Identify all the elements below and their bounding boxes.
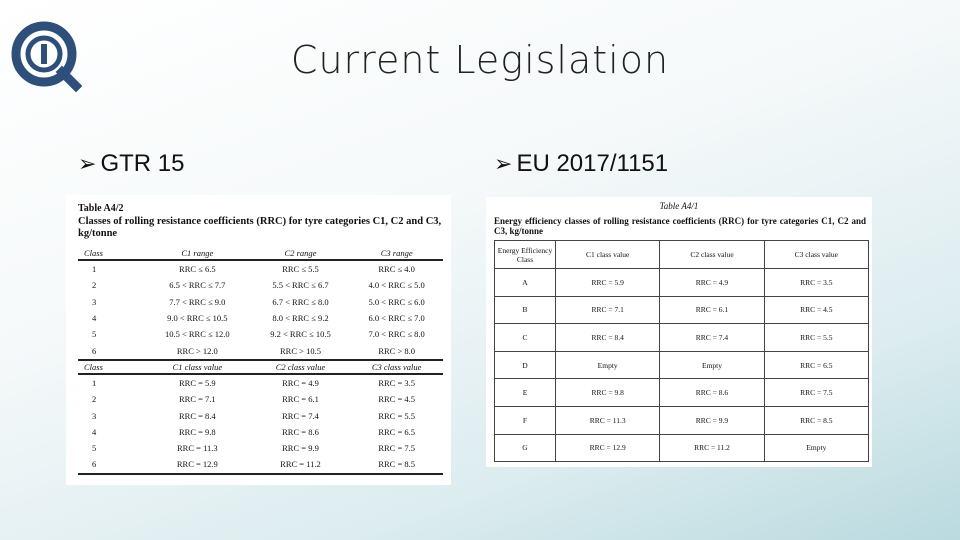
- eu-table: [494, 240, 869, 462]
- table-cell: RRC = 12.9: [144, 456, 251, 473]
- table-cell: 7.0 < RRC ≤ 8.0: [368, 329, 425, 340]
- table-cell: RRC = 7.5: [764, 379, 868, 407]
- table-cell: RRC = 12.9: [556, 434, 660, 462]
- table-row: [495, 406, 869, 434]
- table-cell: RRC = 8.6: [660, 379, 764, 407]
- bullet-text: GTR 15: [100, 150, 185, 177]
- gtr15-table: [78, 247, 443, 475]
- table-caption: Table A4/2: [78, 203, 124, 214]
- header-cell: Energy Efficiency Class: [495, 241, 556, 269]
- table-cell: G: [495, 434, 556, 462]
- table-cell: 5.0 < RRC ≤ 6.0: [368, 296, 425, 307]
- table-cell: 5: [92, 329, 97, 340]
- table-cell: RRC = 5.9: [556, 269, 660, 297]
- header-cell: C3 class value: [350, 360, 443, 374]
- page-title: Current Legislation: [290, 38, 670, 82]
- table-cell: 6.5 < RRC ≤ 7.7: [169, 280, 226, 291]
- table-cell: 5.5 < RRC ≤ 6.7: [272, 280, 329, 291]
- table-cell: RRC = 4.9: [282, 377, 319, 388]
- table-cell: RRC = 7.1: [556, 296, 660, 324]
- table-row: [78, 374, 443, 391]
- header-cell: Class: [78, 247, 144, 260]
- table-row: [495, 269, 869, 297]
- table-row: [495, 296, 869, 324]
- table-cell: RRC = 4.5: [764, 296, 868, 324]
- eu-rows: [495, 269, 869, 462]
- header-cell: C1 class value: [144, 360, 251, 374]
- table-cell: 2: [92, 394, 97, 405]
- range-rows: [78, 260, 443, 360]
- header-cell: C2 class value: [660, 241, 764, 269]
- table-cell: RRC ≤ 4.0: [378, 264, 415, 275]
- table-cell: RRC > 12.0: [144, 342, 251, 359]
- header-cell: C2 range: [251, 247, 351, 260]
- table-row: [495, 351, 869, 379]
- table-cell: 6: [78, 342, 144, 359]
- table-row: [495, 324, 869, 352]
- header-cell: C3 class value: [764, 241, 868, 269]
- table-cell: 6: [78, 456, 144, 473]
- table-cell: RRC = 8.5: [764, 406, 868, 434]
- table-cell: RRC = 11.2: [251, 456, 351, 473]
- table-cell: 3: [92, 296, 97, 307]
- table-row: [78, 277, 443, 293]
- header-cell: Class: [78, 360, 144, 374]
- table-cell: 4: [92, 426, 97, 437]
- table-cell: RRC = 7.4: [660, 324, 764, 352]
- table-cell: RRC = 7.1: [178, 394, 216, 405]
- table-cell: RRC = 5.9: [178, 377, 216, 388]
- bullet-eu: [494, 150, 668, 178]
- table-cell: C: [495, 324, 556, 352]
- table-cell: RRC = 9.8: [178, 426, 216, 437]
- table-cell: 8.0 < RRC ≤ 9.2: [272, 313, 329, 324]
- table-cell: 2: [92, 280, 97, 291]
- table-cell: E: [495, 379, 556, 407]
- table-cell: RRC = 5.5: [378, 410, 415, 421]
- header-cell: C3 range: [350, 247, 443, 260]
- table-cell: 9.0 < RRC ≤ 10.5: [167, 313, 228, 324]
- table-cell: A: [495, 269, 556, 297]
- table-cell: Empty: [660, 351, 764, 379]
- table-cell: Empty: [556, 351, 660, 379]
- table-cell: RRC = 8.6: [282, 426, 319, 437]
- table-cell: RRC = 6.1: [660, 296, 764, 324]
- table-cell: RRC = 8.5: [350, 456, 443, 473]
- table-row: [78, 456, 443, 473]
- table-cell: RRC = 11.2: [660, 434, 764, 462]
- table-row: [78, 326, 443, 342]
- table-row: [495, 379, 869, 407]
- table-row: [78, 407, 443, 423]
- table-cell: 10.5 < RRC ≤ 12.0: [164, 329, 230, 340]
- table-cell: 3: [92, 410, 97, 421]
- table-row: [495, 434, 869, 462]
- table-cell: RRC = 11.3: [177, 443, 218, 454]
- table-cell: RRC = 8.4: [178, 410, 216, 421]
- gtr15-table-image: [66, 195, 451, 485]
- table-cell: 6.0 < RRC ≤ 7.0: [368, 313, 425, 324]
- table-cell: RRC = 9.9: [660, 406, 764, 434]
- table-row: [78, 440, 443, 456]
- table-cell: D: [495, 351, 556, 379]
- table-cell: RRC = 11.3: [556, 406, 660, 434]
- table-cell: 1: [92, 264, 97, 275]
- table-heading: Energy efficiency classes of rolling resistance coefficients (RRC) for tyre categories C1, C2 and C3, kg/tonne: [494, 216, 866, 236]
- table-cell: B: [495, 296, 556, 324]
- bullet-text: EU 2017/1151: [516, 150, 669, 177]
- header-cell: C1 class value: [556, 241, 660, 269]
- table-cell: F: [495, 406, 556, 434]
- table-cell: RRC > 8.0: [350, 342, 443, 359]
- arrow-bullet-icon: ➢: [78, 151, 97, 176]
- table-row: [78, 424, 443, 440]
- table-row: [78, 310, 443, 326]
- header-cell: C1 range: [144, 247, 251, 260]
- table-cell: 4.0 < RRC ≤ 5.0: [368, 280, 425, 291]
- table-heading: Classes of rolling resistance coefficients (RRC) for tyre categories C1, C2 and C3, kg/tonne: [78, 216, 442, 239]
- arrow-bullet-icon: ➢: [494, 151, 513, 176]
- table-cell: RRC = 9.8: [556, 379, 660, 407]
- table-cell: RRC = 8.4: [556, 324, 660, 352]
- value-rows: [78, 374, 443, 474]
- table-cell: 4: [92, 313, 97, 324]
- table-cell: RRC ≤ 6.5: [179, 264, 216, 275]
- table-row: [78, 294, 443, 310]
- table-cell: RRC = 6.5: [378, 426, 415, 437]
- table-cell: 9.2 < RRC ≤ 10.5: [270, 329, 331, 340]
- bullet-gtr15: [78, 150, 184, 178]
- table-cell: RRC > 10.5: [251, 342, 351, 359]
- eu-table-image: [486, 197, 872, 467]
- table-caption: Table A4/1: [659, 201, 699, 211]
- table-cell: RRC = 7.4: [282, 410, 319, 421]
- table-cell: RRC = 6.5: [764, 351, 868, 379]
- table-cell: 7.7 < RRC ≤ 9.0: [169, 296, 226, 307]
- table-cell: RRC = 4.9: [660, 269, 764, 297]
- table-cell: 1: [92, 377, 97, 388]
- table-cell: 6.7 < RRC ≤ 8.0: [272, 296, 329, 307]
- table-cell: RRC = 3.5: [764, 269, 868, 297]
- table-row: [78, 260, 443, 277]
- table-cell: RRC = 6.1: [282, 394, 319, 405]
- table-cell: RRC = 4.5: [378, 394, 415, 405]
- table-row: [78, 342, 443, 359]
- table-cell: RRC = 9.9: [282, 443, 319, 454]
- table-cell: 5: [92, 443, 97, 454]
- table-row: [78, 391, 443, 407]
- table-cell: Empty: [764, 434, 868, 462]
- table-cell: RRC ≤ 5.5: [282, 264, 319, 275]
- table-cell: RRC = 3.5: [378, 377, 415, 388]
- table-cell: RRC = 7.5: [378, 443, 415, 454]
- header-cell: C2 class value: [251, 360, 351, 374]
- table-cell: RRC = 5.5: [764, 324, 868, 352]
